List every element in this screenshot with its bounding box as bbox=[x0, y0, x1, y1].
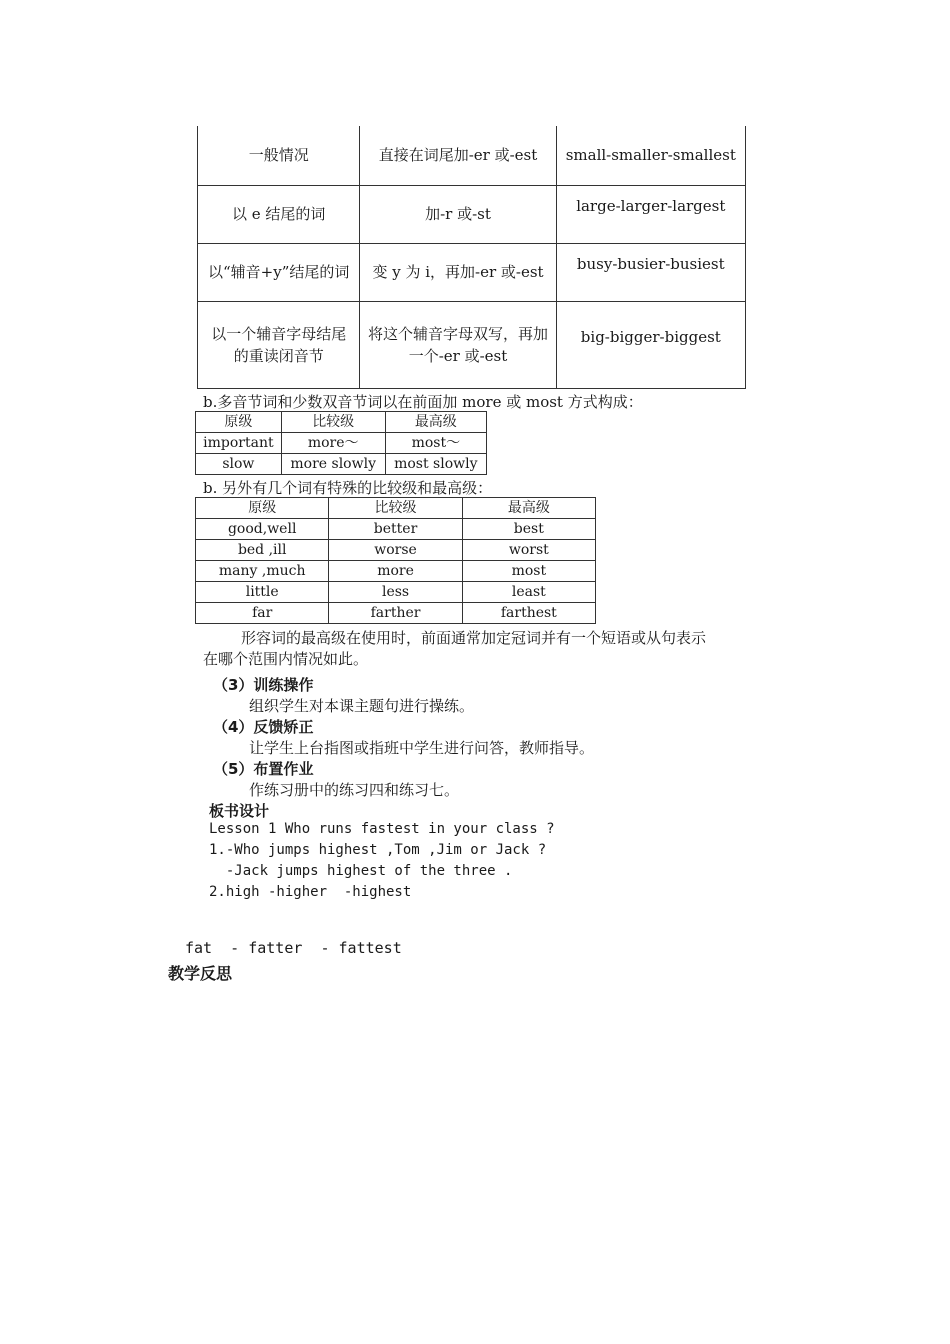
column-header: 最高级 bbox=[385, 412, 486, 433]
table-cell: more slowly bbox=[281, 454, 385, 475]
table-cell: good,well bbox=[196, 519, 329, 540]
board-extra-line: fat - fatter - fattest bbox=[185, 939, 402, 957]
irregular-forms-table bbox=[195, 497, 596, 624]
step-heading-homework: （5）布置作业 bbox=[213, 760, 314, 778]
table-cell: more bbox=[329, 561, 462, 582]
table-cell: worst bbox=[462, 540, 595, 561]
table-cell: important bbox=[196, 433, 282, 454]
table-row bbox=[196, 561, 596, 582]
table-cell: farther bbox=[329, 603, 462, 624]
table-cell: most bbox=[462, 561, 595, 582]
table-cell: worse bbox=[329, 540, 462, 561]
polysyllabic-note: b.多音节词和少数双音节词以在前面加 more 或 most 方式构成： bbox=[203, 393, 643, 411]
rule-method-cell: 加-r 或-st bbox=[360, 185, 556, 243]
table-row bbox=[198, 243, 746, 301]
rule-case-cell: 以“辅音+y”结尾的词 bbox=[198, 243, 360, 301]
table-cell: many ,much bbox=[196, 561, 329, 582]
rule-example-cell: large-larger-largest bbox=[556, 185, 745, 243]
rule-case-cell: 以 e 结尾的词 bbox=[198, 185, 360, 243]
table-cell: least bbox=[462, 582, 595, 603]
board-line: Lesson 1 Who runs fastest in your class ? bbox=[209, 821, 555, 837]
table-cell: far bbox=[196, 603, 329, 624]
table-cell: little bbox=[196, 582, 329, 603]
rule-method-cell: 变 y 为 i，再加-er 或-est bbox=[360, 243, 556, 301]
rule-example-cell: busy-busier-busiest bbox=[556, 243, 745, 301]
rule-method-cell: 将这个辅音字母双写，再加一个-er 或-est bbox=[360, 301, 556, 388]
table-cell: bed ,ill bbox=[196, 540, 329, 561]
table-row bbox=[196, 540, 596, 561]
irregular-note: b. 另外有几个词有特殊的比较级和最高级： bbox=[203, 479, 493, 497]
board-design-heading: 板书设计 bbox=[209, 802, 270, 820]
table-row bbox=[196, 433, 487, 454]
table-row bbox=[196, 603, 596, 624]
table-cell: slow bbox=[196, 454, 282, 475]
column-header: 比较级 bbox=[281, 412, 385, 433]
step-text-practice: 组织学生对本课主题句进行操练。 bbox=[249, 697, 475, 715]
table-cell: most～ bbox=[385, 433, 486, 454]
rule-case-cell: 一般情况 bbox=[198, 126, 360, 185]
table-cell: best bbox=[462, 519, 595, 540]
board-line: 1.-Who jumps highest ,Tom ,Jim or Jack ? bbox=[209, 842, 547, 858]
step-text-feedback: 让学生上台指图或指班中学生进行问答，教师指导。 bbox=[249, 739, 595, 757]
rule-case-cell: 以一个辅音字母结尾的重读闭音节 bbox=[198, 301, 360, 388]
column-header: 最高级 bbox=[462, 498, 595, 519]
table-row bbox=[196, 519, 596, 540]
table-cell: less bbox=[329, 582, 462, 603]
table-cell: most slowly bbox=[385, 454, 486, 475]
table-cell: farthest bbox=[462, 603, 595, 624]
table-cell: better bbox=[329, 519, 462, 540]
table-row bbox=[198, 126, 746, 185]
step-heading-practice: （3）训练操作 bbox=[213, 676, 314, 694]
table-row bbox=[198, 301, 746, 388]
table-cell: more～ bbox=[281, 433, 385, 454]
board-line: 2.high -higher -highest bbox=[209, 884, 412, 900]
reflection-heading: 教学反思 bbox=[168, 964, 233, 983]
column-header: 比较级 bbox=[329, 498, 462, 519]
rule-method-cell: 直接在词尾加-er 或-est bbox=[360, 126, 556, 185]
polysyllabic-table bbox=[195, 411, 487, 475]
table-row bbox=[196, 454, 487, 475]
table-row bbox=[198, 185, 746, 243]
step-heading-feedback: （4）反馈矫正 bbox=[213, 718, 314, 736]
board-line: -Jack jumps highest of the three . bbox=[209, 863, 513, 879]
superlative-note-line2: 在哪个范围内情况如此。 bbox=[203, 650, 369, 668]
table-header-row bbox=[196, 498, 596, 519]
rule-example-cell: small-smaller-smallest bbox=[556, 126, 745, 185]
table-header-row bbox=[196, 412, 487, 433]
rule-example-cell: big-bigger-biggest bbox=[556, 301, 745, 388]
comparative-rules-table bbox=[197, 126, 746, 389]
column-header: 原级 bbox=[196, 412, 282, 433]
superlative-note-line1: 形容词的最高级在使用时，前面通常加定冠词并有一个短语或从句表示 bbox=[241, 629, 707, 647]
column-header: 原级 bbox=[196, 498, 329, 519]
step-text-homework: 作练习册中的练习四和练习七。 bbox=[249, 781, 460, 799]
table-row bbox=[196, 582, 596, 603]
